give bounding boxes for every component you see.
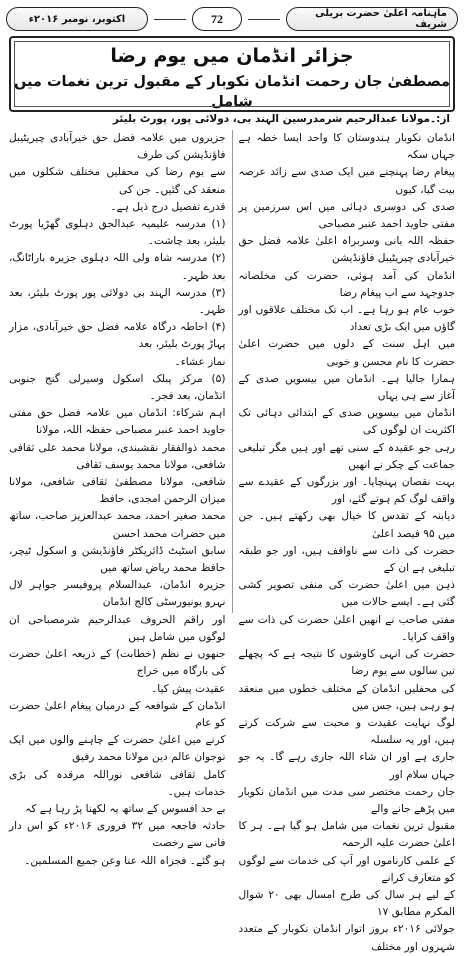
text-line: (۲) مدرسہ شاہ ولی اللہ دہلوی جزیرہ باراٹانگ، بعد ظہر۔ <box>9 252 226 282</box>
issue-date: اکتوبر، نومبر ۲۰۱۶ء <box>6 7 148 31</box>
text-line: کامل ثقافی شافعی نوراللہ مرقدہ کی بڑی خدمات ہیں۔ <box>9 768 226 798</box>
text-line: رہی جو عقیدہ کے سنی تھے اور ہیں مگر تبلیغی جماعت کے چکر نے انھیں <box>238 441 455 471</box>
text-line: انڈمان نکوبار ہندوستان کا واحد ایسا خطہ ہے جہاں سکہ <box>238 132 455 162</box>
text-line: بے حد افسوس کے ساتھ یہ لکھنا پڑ رہا ہے کہ <box>25 802 226 815</box>
text-line: انڈمان کے شوافعہ کے درمیان پیغام اعلیٰ حضرت کو عام <box>9 699 226 729</box>
text-line: سے یوم رضا کی محفلیں مختلف شکلوں میں منعقد کی گئیں۔ جن کی <box>9 166 226 196</box>
text-line: میں اہل سنت کے دلوں میں حضرت اعلیٰ حضرت کا نام محسن و خوبی <box>238 338 455 368</box>
text-line: ہو گئے۔ فجزاہ اللہ عنا وعن جمیع المسلمین۔ <box>24 854 226 867</box>
text-line: سابق اسٹیٹ ڈائریکٹر فاؤنڈیشن و اسکول ٹیچر، حافظ محمد ریاض ساتھ میں <box>9 544 226 575</box>
column-divider <box>232 130 233 613</box>
text-line: (۳) مدرسہ الہند بی دولائی پور پورٹ بلیئر، بعد ظہر۔ <box>9 286 226 317</box>
title-box-inner-frame <box>14 41 450 107</box>
article-byline: از:۔مولانا عبدالرحیم شرمدرسین الہند بی، دولائی پور، پورٹ بلیئر <box>112 113 450 125</box>
text-line: (۴) احاطہ درگاہ علامہ فضل حق خیرآبادی، مزار پہاڑ پورٹ بلیئر، بعد <box>9 321 226 351</box>
text-line: شافعی، مولانا مصطفیٰ ثقافی شافعی، مولانا میزان الرحمن امجدی، حافظ <box>9 476 226 506</box>
text-line: خوب عام ہو رہا ہے۔ اب تک مختلف علاقوں اور گاؤں میں ایک بڑی تعداد <box>238 304 455 334</box>
text-line: پیغام رضا پہنچنے میں ایک صدی سے زائد عرصہ بیت گیا، کیوں <box>238 166 455 196</box>
article-title-box <box>9 36 455 112</box>
left-column <box>9 130 226 867</box>
text-line: ہمارا جالیا ہے۔ انڈمان میں بیسویں صدی کے آغاز سے ہی یہاں <box>238 372 455 403</box>
article-title: جزائر انڈمان میں یوم رضا <box>110 45 354 67</box>
text-line: کرنے میں اعلیٰ حضرت کے چاہنے والوں میں ایک نوجوان عالم دین مولانا محمد رفیق <box>9 734 226 764</box>
magazine-title: ماہنامہ اعلیٰ حضرت بریلی شریف <box>286 7 458 31</box>
text-line: کے لیے ہر سال کی طرح امسال بھی ۲۰ شوال المکرم مطابق ۱۷ <box>238 888 455 919</box>
text-line: نماز عشاء۔ <box>174 355 226 368</box>
text-line: کے علمی کارناموں اور آپ کی خدمات سے لوگوں کو متعارف کرانے <box>238 854 455 884</box>
text-line: انڈمان میں بیسویں صدی کے ابتدائی دہائی تک اکثریت ان لوگوں کی <box>238 407 455 437</box>
text-line: حادثہ فاجعہ میں ۳۲ فروری ۲۰۱۶ء کو اس دار فانی سے رخصت <box>9 820 226 850</box>
text-line: صدی کی دوسری دہائی میں اس سرزمین پر مفتی جاوید احمد عنبر مصباحی <box>238 200 455 231</box>
text-line: قدرے تفصیل درج ذیل ہے۔ <box>110 200 226 213</box>
text-line: ذہن میں اعلیٰ حضرت کی منفی تصویر کشی گئی ہے۔ ایسے حالات میں <box>238 579 455 609</box>
header-rule <box>248 19 280 20</box>
text-line: اور راقم الحروف عبدالرحیم شرمصباحی ان لوگوں میں شامل ہیں <box>9 613 226 643</box>
text-line: محمد ذوالفقار نقشبندی، مولانا محمد علی ثقافی شافعی، مولانا محمد یوسف ثقافی <box>9 441 226 471</box>
right-column <box>238 130 456 953</box>
text-line: جاری ہے اور ان شاء اللہ جاری رہے گا۔ یہ جو جہاں سلام اور <box>238 751 455 781</box>
text-line: جزیرہ انڈمان، عبدالسلام پروفیسر جواہر لال نہرو یونیورسٹی کالج انڈمان <box>9 579 226 609</box>
text-line: (۱) مدرسہ علیمیہ عبدالحق دہلوی گھڑیا پورٹ بلیئر، بعد چاشت۔ <box>9 218 226 248</box>
text-line: انڈمان کی آمد ہوئی، حضرت کی مخلصانہ جدوجہد سے اب پیغام رضا <box>238 269 455 299</box>
text-line: مقبول ترین نغمات میں شامل ہو گیا ہے۔ ہر کا اعلیٰ حضرت علیہ الرحمہ <box>238 820 455 850</box>
header-rule <box>154 19 186 20</box>
text-line: عقیدت پیش کیا۔ <box>151 682 226 695</box>
text-line: جنھوں نے نظم (خطابت) کے ذریعہ اعلیٰ حضرت کی بارگاہ میں خراج <box>9 648 226 678</box>
text-line: مفتی صاحب نے انھیں اعلیٰ حضرت کی ذات سے واقف کرایا۔ <box>238 613 455 643</box>
text-line: جان رحمت مختصر سی مدت میں انڈمان نکوبار میں پڑھے جانے والے <box>238 785 455 815</box>
text-line: دیابنہ کے تقدس کا خیال بھی رکھتے ہیں۔ جن میں ۹۵ فیصد اعلیٰ <box>238 510 455 540</box>
text-line: اہم شرکاء: انڈمان میں علامہ فضل حق مفتی جاوید احمد عنبر مصباحی حفظہ اللہ، مولانا <box>9 407 226 437</box>
text-line: حضرت کی انہی کاوشوں کا نتیجہ ہے کہ پچھلے تین سالوں سے یوم رضا <box>238 648 455 678</box>
article-body <box>9 130 455 953</box>
text-line: بہت نقصان پہنچایا۔ اور بزرگوں کے عقیدے سے واقف لوگ کم ہوتے گئے، اور <box>238 476 455 506</box>
text-line: (۵) مرکز پبلک اسکول وسیرلی گنج جنوبی انڈمان، بعد فجر۔ <box>9 372 226 403</box>
article-subtitle: مصطفیٰ جان رحمت انڈمان نکوبار کے مقبول ترین نغمات میں شامل <box>13 74 451 110</box>
text-line: حضرت کی ذات سے ناواقف ہیں، اور جو طبقہ تبلیغی ہے ان کے <box>238 544 455 575</box>
running-header <box>6 4 458 34</box>
text-line: جولائی ۲۰۱۶ء بروز اتوار انڈمان نکوبار کے متعدد شہروں اور مختلف <box>238 923 455 953</box>
text-line: جزیروں میں علامہ فضل حق خیرآبادی چیریٹیبل فاؤنڈیشن کی طرف <box>9 132 226 162</box>
text-line: محمد صغیر احمد، محمد عبدالعزیز صاحب، ساتھ میں حضرات محمد احسن <box>9 510 226 540</box>
text-line: حفظہ اللہ بانی وسربراہ اعلیٰ علامہ فضل حق خیرآبادی چیریٹیبل فاؤنڈیشن <box>238 235 455 265</box>
page-number: 72 <box>192 7 242 31</box>
text-line: لوگ نہایت عقیدت و محبت سے شرکت کرتے ہیں، اور یہ سلسلہ <box>238 716 455 747</box>
text-line: کی محفلیں انڈمان کے مختلف خطوں میں منعقد ہو رہی ہیں، جس میں <box>238 682 455 712</box>
